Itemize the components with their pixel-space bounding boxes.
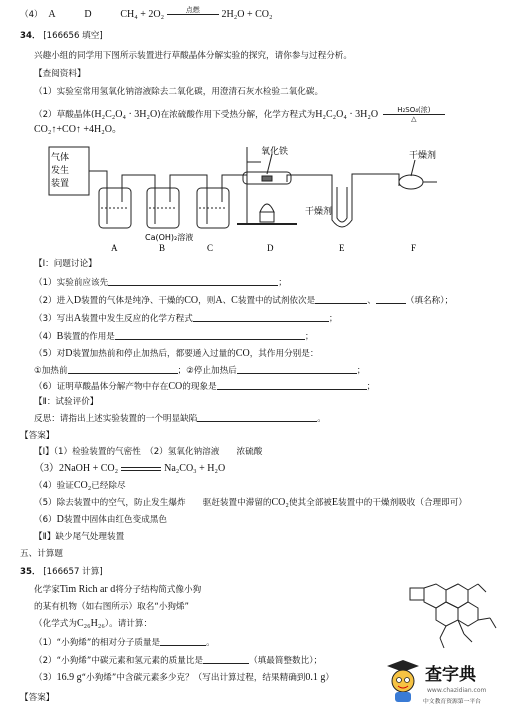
bottle-c [197,188,229,228]
discussion-1: （1）实验前应该先 ； [34,278,287,288]
reaction-condition: H₂SO₄(浓) △ [383,106,445,123]
q35-sub-3: （3）16.9 g“小狗烯”中含碳元素多少克？（写出计算过程，结果精确到0.1 g） [34,672,335,683]
gas-source-label-2: 发生 [51,166,70,176]
label-f: F [411,243,417,253]
bottle-a [99,188,131,228]
answer-line-7: 【Ⅱ】缺少尾气处理装置 [34,532,125,542]
reference-equation-products: CO₂↑+CO↑ +4H₂O。 [34,124,122,135]
u-tube-e [332,187,352,227]
logo-slogan: 中文教育资源第一平台 [423,699,481,705]
answer-line-4: （4）验证CO₂已经除尽 [34,480,126,491]
discussion-3: （3）写出A装置中发生反应的化学方程式 ； [34,313,338,324]
answer-blank[interactable] [160,636,206,646]
reagent-desiccant-e-label: 干燥剂 [305,207,333,217]
question-number: 35． [20,567,41,577]
reference-title: 【查阅资料】 [34,69,86,79]
discussion-6: （6）证明草酸晶体分解产物中存在CO的现象是 ； [34,381,376,392]
evaluation-text: 反思：请指出上述实验装置的一个明显缺陷 。 [34,414,326,424]
prev-answer-line [20,6,272,23]
solution-b-label: Ca(OH)₂溶液 [145,233,194,242]
prev-answer-number: （4） [20,10,43,20]
answer-blank[interactable] [376,294,406,304]
gas-source-label-1: 气体 [51,153,70,163]
answer-line-3: （3）2NaOH + CO₂ Na₂CO₃ + H₂O [34,463,226,474]
answer-line-1: 【Ⅰ】（1）检验装置的气密性 （2）氢氧化钠溶液 浓硫酸 [34,447,263,457]
label-a: A [111,243,118,253]
drying-tube-f [399,175,423,189]
answer-blank[interactable] [197,412,317,422]
equation-products: 2H₂O + CO₂ [221,9,273,20]
answer-line-5: （5）除去装置中的空气，防止发生爆炸 驱赶装置中滞留的CO₂使其全部被E装置中的干燥剂吸收（合理即可） [34,497,467,508]
choice-d: D [84,9,92,20]
apparatus-diagram [47,142,477,254]
section-title: 五、计算题 [20,549,63,559]
question-code: [166656 填空] [43,31,103,41]
bottle-b [147,188,179,228]
reagent-desiccant-f-label: 干燥剂 [409,151,437,161]
answer-blank[interactable] [108,276,278,286]
discussion-4: （4）B装置的作用是 ； [34,331,314,342]
answer-blank[interactable] [237,364,357,374]
discussion-2: （2）进入D装置的气体是纯净、干燥的CO，则A、C装置中的试剂依次是 、 （填名称）； [34,295,454,306]
answer-blank[interactable] [217,380,367,390]
equation-reactants: CH₄ + 2O₂ [120,9,165,20]
apparatus-d [237,147,297,224]
answer-title: 【答案】 [20,431,55,441]
question-35-header [20,566,103,578]
discussion-5-parts: ①加热前 ；②停止加热后 ； [34,366,366,376]
answer-blank[interactable] [203,654,249,664]
evaluation-title: 【Ⅱ：试验评价】 [34,397,99,407]
label-e: E [339,243,345,253]
discussion-5: （5）对D装置加热前和停止加热后，都要通入过量的CO，其作用分别是： [34,348,319,359]
equation-condition: 点燃 [167,6,219,23]
label-d: D [267,243,274,253]
q35-sub-1: （1）“小狗烯”的相对分子质量是 。 [34,638,215,648]
answer-line-6: （6）D装置中固体由红色变成黑色 [34,514,168,525]
q35-line-3: （化学式为C₂₆H₂₆）。请计算： [34,618,153,629]
graduate-mascot-icon [387,660,419,702]
label-b: B [159,243,166,253]
reagent-iron-oxide-label: 氧化铁 [261,147,289,157]
question-code: [166657 计算] [43,567,103,577]
reference-item-2: （2）草酸晶体(H₂C₂O₄ · 3H₂O)在浓硫酸作用下受热分解，化学方程式为H₂C₂O₄ · 3H₂O H₂SO₄(浓) △ [34,106,445,123]
label-c: C [207,243,214,253]
logo-name: 查字典 [425,665,476,685]
q35-line-2: 的某有机物（如右图所示）取名“小狗烯” [34,602,189,612]
equals-bar [121,467,161,471]
choice-a: A [48,9,56,20]
question-number: 34． [20,31,41,41]
question-intro: 兴趣小组的同学用下图所示装置进行草酸晶体分解实验的探究，请你参与过程分析。 [34,51,352,61]
q35-sub-2: （2）“小狗烯”中碳元素和氢元素的质量比是 （填最简整数比）； [34,656,323,666]
answer-blank[interactable] [115,330,305,340]
q35-line-1: 化学家Tim Rich ar d将分子结构简式像小狗 [34,584,202,595]
discussion-title: 【Ⅰ：问题讨论】 [34,259,97,269]
gas-source-label-3: 装置 [51,179,70,189]
logo-url: www.chazidian.com [427,687,487,694]
answer-blank[interactable] [68,364,178,374]
answer-title-35: 【答案】 [20,693,55,703]
question-34-header [20,30,103,42]
answer-blank[interactable] [193,312,329,322]
reference-item-1: （1）实验室常用氢氧化钠溶液除去二氧化碳，用澄清石灰水检验二氧化碳。 [34,87,324,97]
puppy-molecule-diagram [406,582,498,650]
answer-blank[interactable] [315,294,367,304]
chazidian-logo [383,656,505,709]
